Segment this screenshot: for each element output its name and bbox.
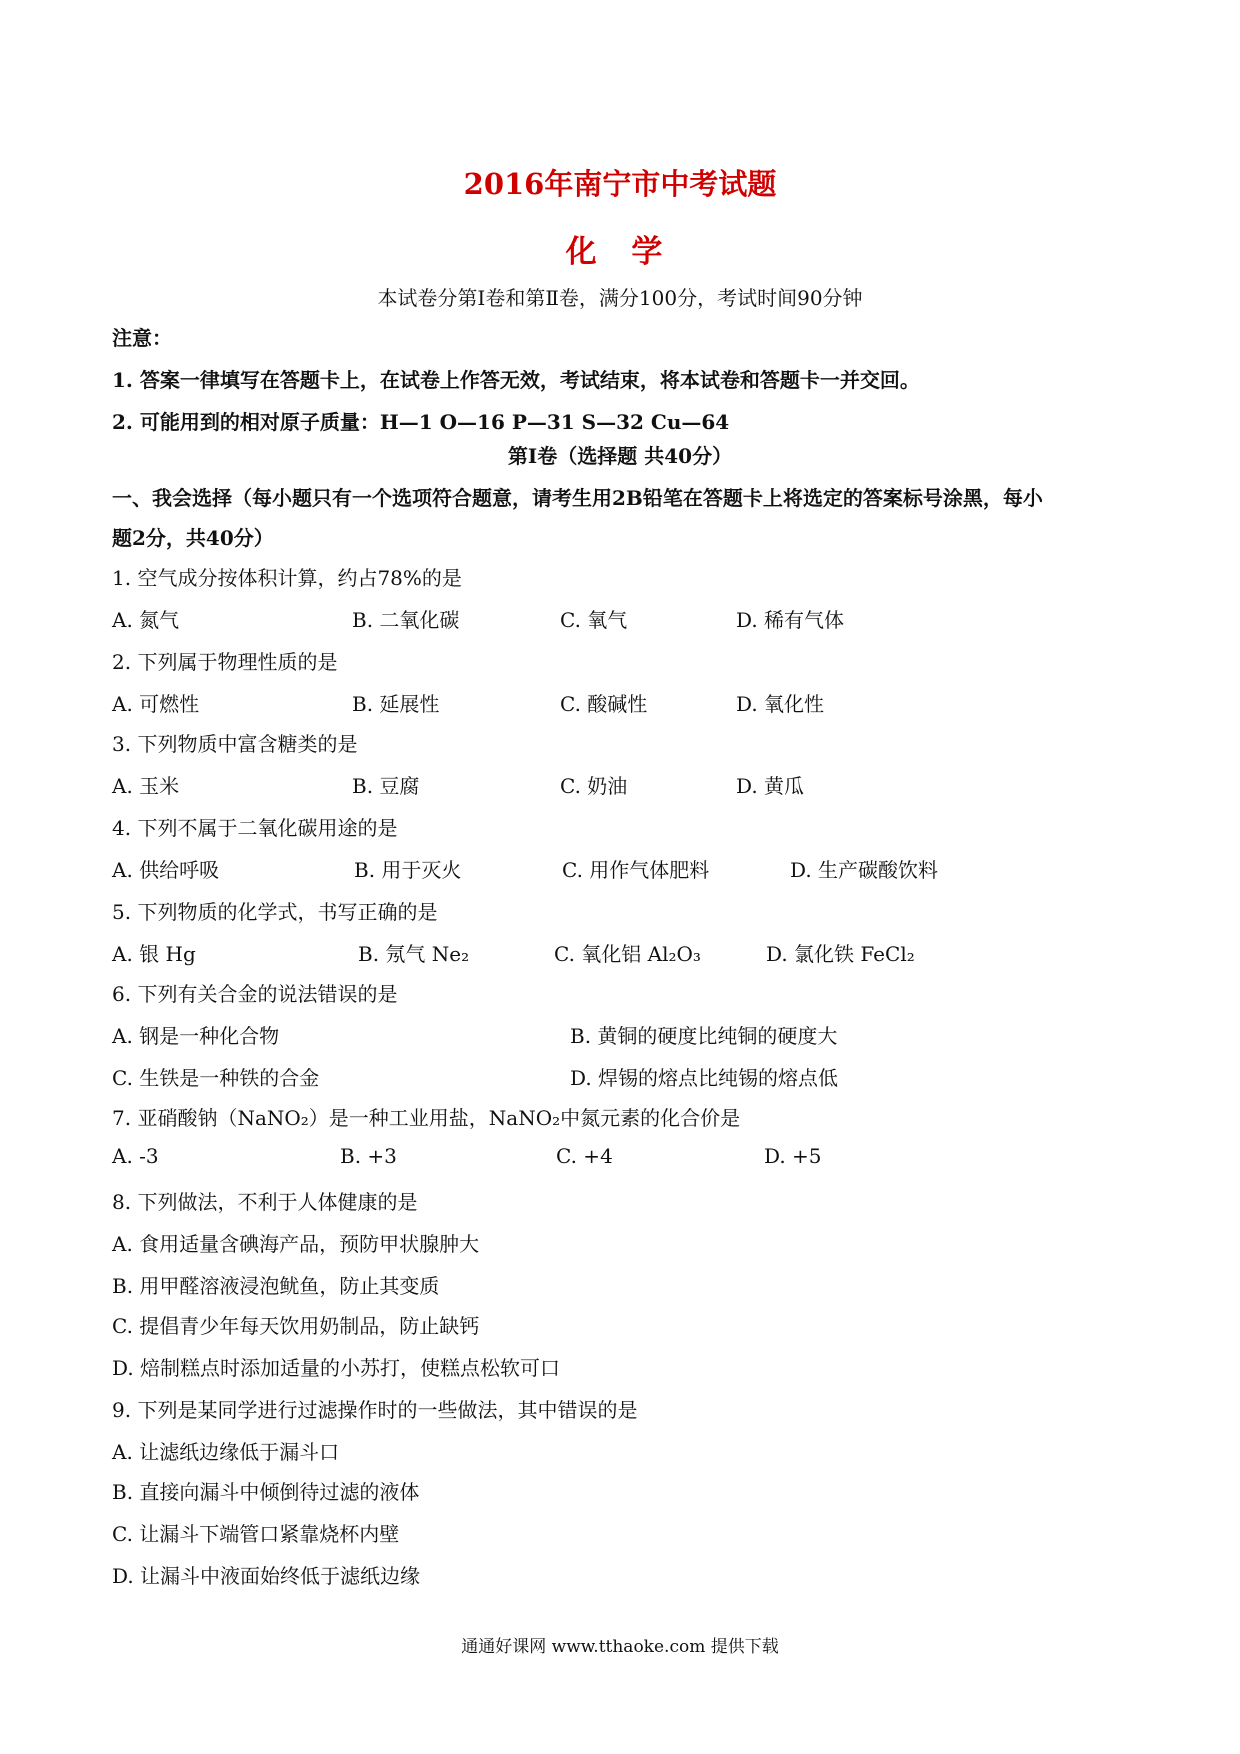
notice-item-2: 2. 可能用到的相对原子质量：H—1 O—16 P—31 S—32 Cu—64: [112, 410, 730, 434]
question-stem: 6. 下列有关合金的说法错误的是: [112, 982, 398, 1006]
option-a: A. -3: [112, 1144, 159, 1168]
notice-label: 注意：: [112, 326, 172, 350]
option-d: D. +5: [764, 1144, 822, 1168]
question-stem: 3. 下列物质中富含糖类的是: [112, 732, 358, 756]
option-a: A. 氮气: [112, 608, 180, 632]
question-stem: 8. 下列做法，不利于人体健康的是: [112, 1190, 418, 1214]
section-instructions-line2: 题2分，共40分）: [112, 526, 274, 550]
exam-title: 2016年南宁市中考试题: [463, 167, 777, 201]
question-stem: 1. 空气成分按体积计算，约占78%的是: [112, 566, 462, 590]
option-a: A. 玉米: [112, 774, 180, 798]
option-a: A. 钢是一种化合物: [112, 1024, 280, 1048]
option-a: A. 银 Hg: [112, 942, 196, 966]
option-b: B. 黄铜的硬度比纯铜的硬度大: [570, 1024, 838, 1048]
option-b: B. 延展性: [352, 692, 440, 716]
section-instructions-line1: 一、我会选择（每小题只有一个选项符合题意，请考生用2B铅笔在答题卡上将选定的答案标号涂黑，每小: [112, 486, 1043, 510]
subject-title: 化 学: [565, 234, 675, 270]
option-b: B. 用于灭火: [354, 858, 462, 882]
option-c: C. 让漏斗下端管口紧靠烧杯内壁: [112, 1522, 400, 1546]
option-a: A. 食用适量含碘海产品，预防甲状腺肿大: [112, 1232, 480, 1256]
option-c: C. +4: [556, 1144, 613, 1168]
option-b: B. +3: [340, 1144, 397, 1168]
question-stem: 9. 下列是某同学进行过滤操作时的一些做法，其中错误的是: [112, 1398, 638, 1422]
option-d: D. 氧化性: [736, 692, 825, 716]
option-c: C. 提倡青少年每天饮用奶制品，防止缺钙: [112, 1314, 480, 1338]
option-c: C. 用作气体肥料: [562, 858, 710, 882]
exam-subtitle: 本试卷分第Ⅰ卷和第Ⅱ卷，满分100分，考试时间90分钟: [377, 286, 863, 310]
notice-item-1: 1. 答案一律填写在答题卡上，在试卷上作答无效，考试结束，将本试卷和答题卡一并交回。: [112, 368, 920, 392]
option-b: B. 用甲醛溶液浸泡鱿鱼，防止其变质: [112, 1274, 440, 1298]
option-d: D. 氯化铁 FeCl₂: [766, 942, 915, 966]
option-c: C. 氧气: [560, 608, 628, 632]
option-a: A. 可燃性: [112, 692, 200, 716]
option-d: D. 焙制糕点时添加适量的小苏打，使糕点松软可口: [112, 1356, 561, 1380]
question-stem: 4. 下列不属于二氧化碳用途的是: [112, 816, 398, 840]
option-a: A. 让滤纸边缘低于漏斗口: [112, 1440, 340, 1464]
option-d: D. 让漏斗中液面始终低于滤纸边缘: [112, 1564, 421, 1588]
part-title: 第Ⅰ卷（选择题 共40分）: [507, 444, 733, 468]
option-a: A. 供给呼吸: [112, 858, 220, 882]
option-c: C. 氧化铝 Al₂O₃: [554, 942, 701, 966]
option-d: D. 稀有气体: [736, 608, 845, 632]
option-d: D. 生产碳酸饮料: [790, 858, 939, 882]
question-stem: 5. 下列物质的化学式，书写正确的是: [112, 900, 438, 924]
option-d: D. 黄瓜: [736, 774, 805, 798]
option-c: C. 生铁是一种铁的合金: [112, 1066, 320, 1090]
page-footer: 通通好课网 www.tthaoke.com 提供下载: [461, 1637, 779, 1657]
question-stem: 2. 下列属于物理性质的是: [112, 650, 338, 674]
option-c: C. 酸碱性: [560, 692, 648, 716]
option-b: B. 直接向漏斗中倾倒待过滤的液体: [112, 1480, 420, 1504]
option-b: B. 豆腐: [352, 774, 420, 798]
option-b: B. 氖气 Ne₂: [358, 942, 470, 966]
option-d: D. 焊锡的熔点比纯锡的熔点低: [570, 1066, 839, 1090]
option-c: C. 奶油: [560, 774, 628, 798]
option-b: B. 二氧化碳: [352, 608, 460, 632]
question-stem: 7. 亚硝酸钠（NaNO₂）是一种工业用盐，NaNO₂中氮元素的化合价是: [112, 1106, 741, 1130]
